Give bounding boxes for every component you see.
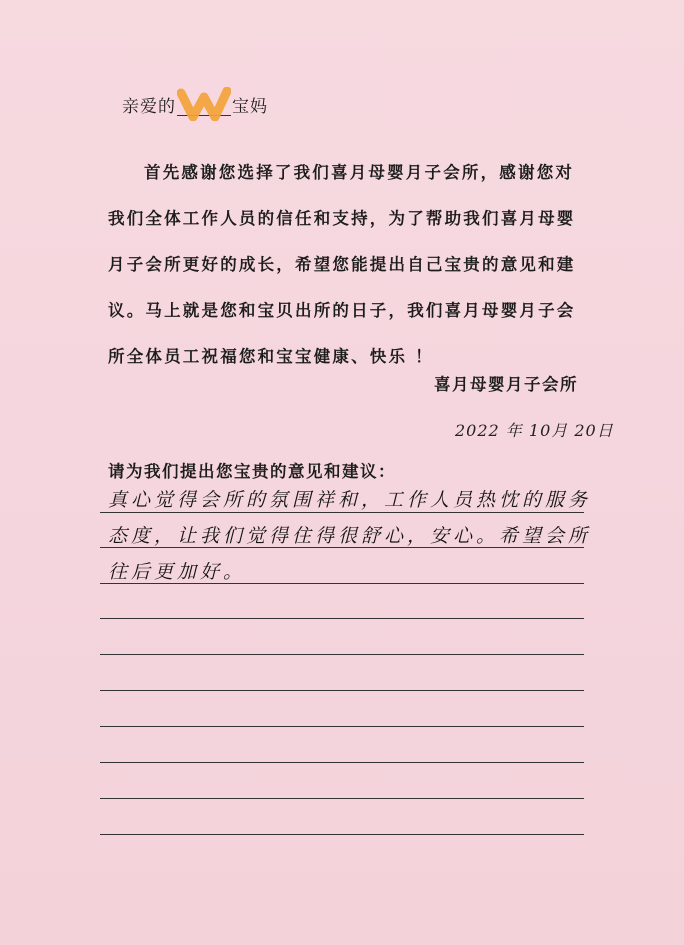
feedback-prompt: 请为我们提出您宝贵的意见和建议： — [108, 462, 396, 481]
signature-date: 2022 年 10月 20日 — [455, 421, 614, 440]
writing-line — [100, 762, 584, 763]
writing-line — [100, 690, 584, 691]
writing-line — [100, 726, 584, 727]
writing-line — [100, 512, 584, 513]
handwritten-line: 态度，让我们觉得住得很舒心，安心。希望会所 — [108, 525, 592, 547]
greeting-prefix: 亲爱的 — [122, 97, 176, 117]
writing-line — [100, 618, 584, 619]
handwritten-line: 真心觉得会所的氛围祥和，工作人员热忱的服务 — [108, 489, 592, 511]
handwritten-line: 往后更加好。 — [108, 561, 247, 583]
signature-organization: 喜月母婴月子会所 — [434, 375, 578, 394]
greeting-suffix: 宝妈 — [232, 97, 268, 117]
writing-line — [100, 798, 584, 799]
writing-line — [100, 654, 584, 655]
writing-line — [100, 834, 584, 835]
writing-lines — [100, 0, 584, 945]
letter-body: 首先感谢您选择了我们喜月母婴月子会所，感谢您对我们全体工作人员的信任和支持，为了帮助我们喜月母婴月子会所更好的成长，希望您能提出自己宝贵的意见和建议。马上就是您和宝贝出所的日子，我们喜月母婴月子会所全体员工祝福您和宝宝健康、快乐 ！ — [108, 163, 576, 366]
